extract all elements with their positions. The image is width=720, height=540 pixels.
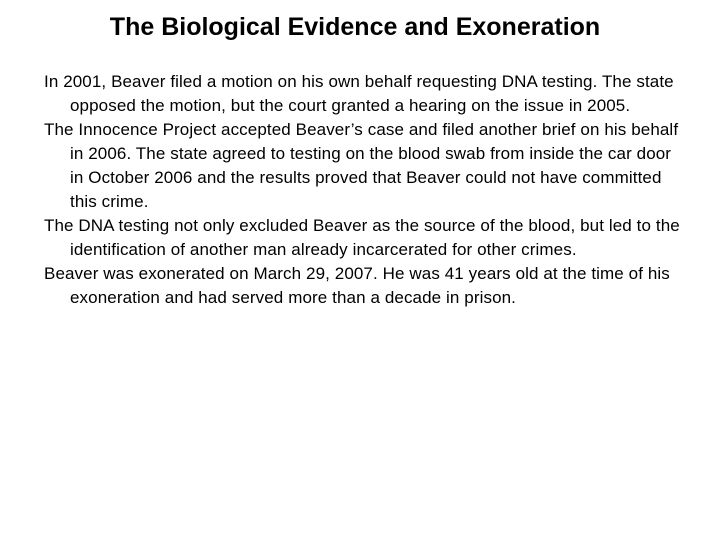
slide-title: The Biological Evidence and Exoneration	[109, 13, 601, 41]
slide-body	[44, 70, 684, 310]
paragraph-dna-motion: In 2001, Beaver filed a motion on his own behalf requesting DNA testing. The state opposed the motion, but the court granted a hearing on the issue in 2005.	[44, 72, 674, 115]
paragraph-dna-results: The DNA testing not only excluded Beaver as the source of the blood, but led to the identification of another man already incarcerated for other crimes.	[44, 216, 680, 259]
paragraph-innocence-project: The Innocence Project accepted Beaver’s case and filed another brief on his behalf in 2006. The state agreed to testing on the blood swab from inside the car door in October 2006 and the results proved that Beaver could not have committed this crime.	[44, 120, 679, 211]
paragraph-exoneration: Beaver was exonerated on March 29, 2007. He was 41 years old at the time of his exoneration and had served more than a decade in prison.	[44, 264, 670, 307]
